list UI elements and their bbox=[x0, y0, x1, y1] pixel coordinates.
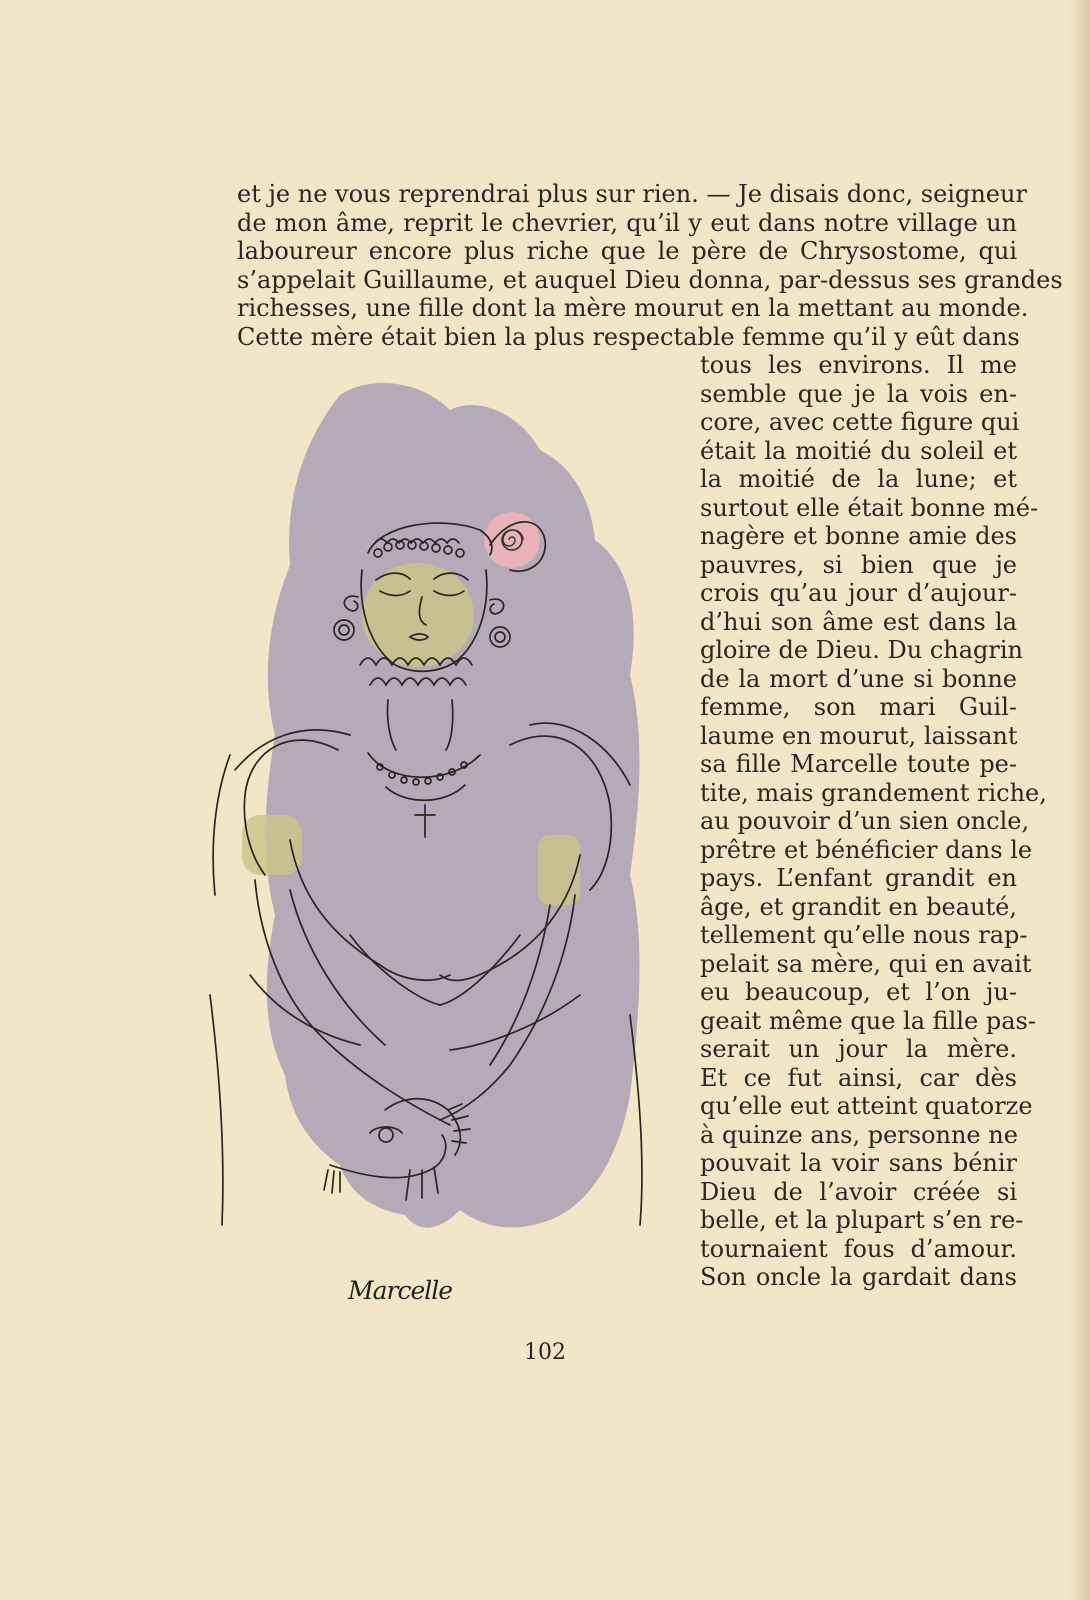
column-text-line: Son oncle la gardait dans bbox=[700, 1263, 1017, 1291]
column-text-line: était la moitié du soleil et bbox=[700, 436, 1017, 465]
column-text-line: à quinze ans, personne ne bbox=[700, 1120, 1018, 1149]
column-text-line: semble que je la vois en- bbox=[700, 379, 1017, 408]
column-text-line: âge, et grandit en beauté, bbox=[700, 892, 1017, 921]
column-text-line: femme, son mari Guil- bbox=[700, 693, 1017, 721]
column-text-line: prêtre et bénéficier dans le bbox=[700, 835, 1033, 864]
column-text-line: d’hui son âme est dans la bbox=[700, 607, 1017, 636]
column-text-line: pouvait la voir sans bénir bbox=[700, 1149, 1017, 1177]
column-text-line: la moitié de la lune; et bbox=[700, 465, 1017, 493]
column-text-line: pelait sa mère, qui en avait bbox=[700, 949, 1032, 978]
column-text-line: gloire de Dieu. Du chagrin bbox=[700, 636, 1024, 664]
column-text-line: au pouvoir d’un sien oncle, bbox=[700, 807, 1030, 835]
column-text-line: de la mort d’une si bonne bbox=[700, 664, 1017, 693]
page-number: 102 bbox=[524, 1340, 566, 1365]
column-text-line: crois qu’au jour d’aujour- bbox=[700, 579, 1017, 607]
column-text-line: tellement qu’elle nous rap- bbox=[700, 921, 1028, 949]
column-text-line: pauvres, si bien que je bbox=[700, 550, 1017, 579]
column-text-line: core, avec cette figure qui bbox=[700, 408, 1020, 436]
left-glove-tint bbox=[242, 815, 302, 875]
marcelle-illustration bbox=[190, 375, 670, 1275]
column-text-line: serait un jour la mère. bbox=[700, 1035, 1017, 1063]
column-text-line: geait même que la fille pas- bbox=[700, 1006, 1036, 1035]
column-text-line: belle, et la plupart s’en re- bbox=[700, 1206, 1024, 1234]
text-line: laboureur encore plus riche que le père de Chrysostome, qui bbox=[237, 237, 1017, 265]
column-text-line: sa fille Marcelle toute pe- bbox=[700, 750, 1017, 778]
text-line: s’appelait Guillaume, et auquel Dieu donna, par-dessus ses grandes bbox=[237, 265, 1063, 294]
column-text-line: laume en mourut, laissant bbox=[700, 721, 1018, 750]
text-line: de mon âme, reprit le chevrier, qu’il y eut dans notre village un bbox=[237, 208, 1017, 237]
column-text-line: qu’elle eut atteint quatorze bbox=[700, 1092, 1033, 1120]
lavender-shadow-shape bbox=[266, 383, 640, 1228]
text-line: et je ne vous reprendrai plus sur rien. — Je disais donc, seigneur bbox=[237, 180, 1027, 208]
hair-flower bbox=[484, 512, 540, 568]
column-text-line: pays. L’enfant grandit en bbox=[700, 864, 1017, 892]
column-text-line: eu beaucoup, et l’on ju- bbox=[700, 978, 1017, 1006]
column-text-line: Dieu de l’avoir créée si bbox=[700, 1177, 1017, 1206]
text-line: Cette mère était bien la plus respectable femme qu’il y eût dans bbox=[237, 322, 1020, 351]
column-text-line: surtout elle était bonne mé- bbox=[700, 493, 1039, 522]
column-text-line: tite, mais grandement riche, bbox=[700, 778, 1047, 807]
column-text-line: Et ce fut ainsi, car dès bbox=[700, 1063, 1017, 1092]
column-text-line: tournaient fous d’amour. bbox=[700, 1234, 1017, 1263]
right-glove-tint bbox=[538, 835, 580, 905]
column-text-line: tous les environs. Il me bbox=[700, 351, 1017, 379]
text-line: richesses, une fille dont la mère mourut en la mettant au monde. bbox=[237, 294, 1029, 322]
illustration-signature: Marcelle bbox=[348, 1276, 453, 1305]
column-text-line: nagère et bonne amie des bbox=[700, 522, 1017, 550]
